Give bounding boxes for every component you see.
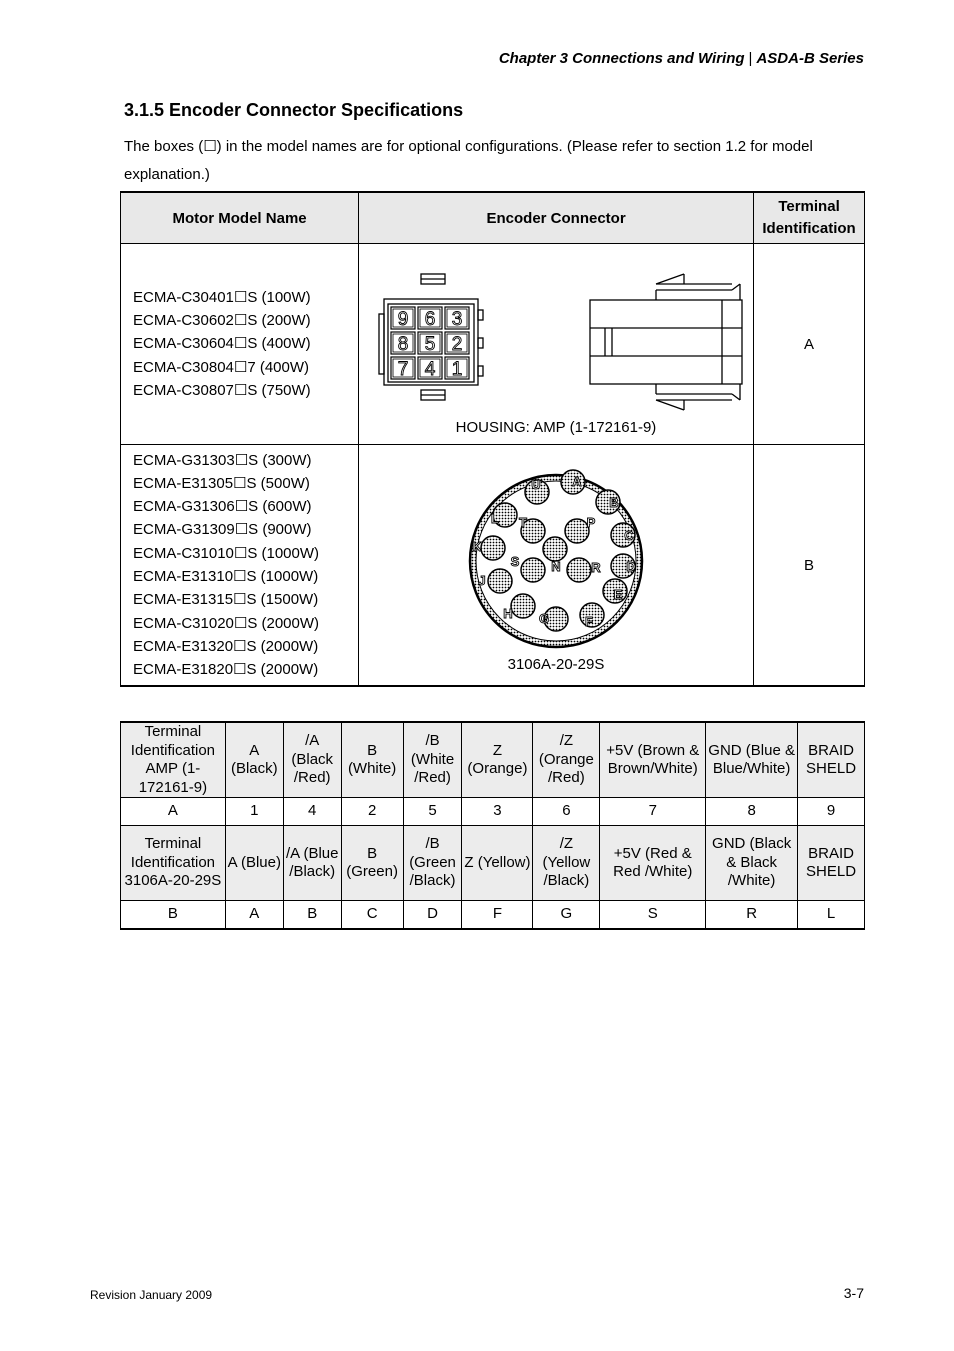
pin-value-row [121,901,865,930]
connector-pin-letter: J [477,573,486,588]
connector-pin-letter: F [584,614,593,629]
model-list-amp [121,244,359,445]
pin-cell: A [121,798,226,826]
spec-header-row [121,192,865,244]
chapter-title: Chapter 3 Connections and Wiring [498,50,745,67]
connector-pin-letter: E [613,587,622,602]
amp-pin-number: 7 [397,359,408,380]
circular-connector-cell [359,445,754,687]
amp-housing-drawing [360,244,753,440]
pin-cell: G [533,901,600,930]
model-name: ECMA-E31310☐S (1000W) [133,568,319,585]
pin-cell: /Z (Orange /Red) [533,722,600,798]
pin-cell: A (Black) [225,722,283,798]
pin-cell: /B (White /Red) [403,722,462,798]
pin-cell: F [462,901,533,930]
pin-cell: D [403,901,462,930]
model-name: ECMA-C30401☐S (100W) [133,288,311,306]
pin-cell: Z (Orange) [462,722,533,798]
connector-pin-letter: L [490,511,499,526]
connector-pin [488,569,512,593]
page-number: 3-7 [843,1285,864,1301]
encoder-spec-table [120,191,865,687]
connector-pin-letter: A [571,474,582,489]
model-name: ECMA-C30602☐S (200W) [133,312,311,330]
intro-paragraph: The boxes (☐) in the model names are for optional configurations. (Please refer to section 1.2 for model explanation.) [124,138,813,183]
pin-cell: 6 [533,798,600,826]
pin-header-row [121,722,865,798]
connector-pin-letter: T [518,515,527,530]
connector-pin [481,536,505,560]
pin-cell: S [600,901,706,930]
connector-pin-letter: U [530,477,541,492]
connector-pin [565,519,589,543]
pin-cell: GND (Black & Black /White) [706,826,798,901]
pin-cell: Terminal Identification AMP (1-172161-9) [121,722,226,798]
revision-note: Revision January 2009 [90,1288,213,1302]
connector-pin [521,558,545,582]
model-name: ECMA-E31305☐S (500W) [133,474,310,492]
model-name: ECMA-E31820☐S (2000W) [133,661,319,679]
pin-cell: 9 [798,798,865,826]
connector-pin-letter: K [471,539,482,554]
pin-cell: L [798,901,865,930]
header-terminal-id: Terminal Identification [754,192,865,244]
header-encoder-connector: Encoder Connector [359,192,754,244]
pin-cell: /A (Blue /Black) [283,826,341,901]
amp-pin-number: 1 [451,359,462,380]
pin-cell: B (Green) [341,826,403,901]
model-list-circular [121,445,359,687]
pin-cell: Terminal Identification 3106A-20-29S [121,826,226,901]
header-motor-model: Motor Model Name [121,192,359,244]
connector-pin-letter: B [608,495,619,510]
terminal-id-a: A [754,244,865,445]
spec-row-circular [121,445,865,687]
amp-pin-number: 4 [424,359,435,380]
pin-cell: /Z (Yellow /Black) [533,826,600,901]
pin-cell: B [121,901,226,930]
pin-cell: +5V (Brown & Brown/White) [600,722,706,798]
amp-pin-number: 3 [451,309,462,330]
model-name: ECMA-G31309☐S (900W) [133,521,312,539]
pin-cell: /A (Black /Red) [283,722,341,798]
pin-cell: 8 [706,798,798,826]
pin-cell: 1 [225,798,283,826]
model-name: ECMA-C31010☐S (1000W) [133,544,320,562]
amp-pin-number: 2 [451,334,462,355]
pin-cell: GND (Blue & Blue/White) [706,722,798,798]
pin-cell: A (Blue) [225,826,283,901]
page-header [499,50,864,67]
pin-value-row [121,798,865,826]
model-name: ECMA-E31320☐S (2000W) [133,637,319,655]
pin-cell: 7 [600,798,706,826]
pin-cell: /B (Green /Black) [403,826,462,901]
model-name: ECMA-C31020☐S (2000W) [133,614,320,632]
pin-cell: +5V (Red & Red /White) [600,826,706,901]
pin-cell: A [225,901,283,930]
connector-pin-letter: S [510,554,519,569]
header-separator: | [748,50,753,67]
amp-pin-number: 6 [424,309,435,330]
model-name: ECMA-C30804☐7 (400W) [133,358,310,376]
terminal-id-b: B [754,445,865,687]
model-name: ECMA-C30807☐S (750W) [133,381,311,399]
series-name: ASDA-B Series [756,50,864,67]
connector-pin-letter: R [590,560,601,575]
pin-cell: 5 [403,798,462,826]
amp-pin-number: 5 [424,334,435,355]
pin-cell: BRAID SHELD [798,826,865,901]
pin-cell: Z (Yellow) [462,826,533,901]
pin-cell: BRAID SHELD [798,722,865,798]
pin-cell: R [706,901,798,930]
spec-row-amp [121,244,865,445]
amp-housing-caption: HOUSING: AMP (1-172161-9) [455,419,656,436]
pin-cell: 2 [341,798,403,826]
circular-connector-drawing [360,445,753,681]
circular-connector-caption: 3106A-20-29S [507,656,604,673]
pin-cell: B (White) [341,722,403,798]
connector-pin-letter: H [502,606,513,621]
connector-pin-letter: G [538,611,549,626]
pin-cell: C [341,901,403,930]
model-name: ECMA-G31306☐S (600W) [133,498,312,516]
connector-pin-letter: D [625,559,636,574]
pin-cell: 3 [462,798,533,826]
pin-cell: 4 [283,798,341,826]
model-name: ECMA-C30604☐S (400W) [133,335,311,353]
amp-connector-cell [359,244,754,445]
connector-pin-letter: N [550,559,561,574]
connector-pin-letter: P [586,515,595,530]
pin-assignment-table [120,721,865,930]
amp-pin-number: 9 [397,309,408,330]
connector-pin-letter: C [623,528,634,543]
pin-cell: B [283,901,341,930]
pin-header-row [121,826,865,901]
section-title: 3.1.5 Encoder Connector Specifications [124,100,464,120]
amp-pin-number: 8 [397,334,408,355]
connector-pin [511,594,535,618]
model-name: ECMA-G31303☐S (300W) [133,451,312,469]
connector-pin [567,558,591,582]
connector-pin [543,537,567,561]
model-name: ECMA-E31315☐S (1500W) [133,591,319,609]
